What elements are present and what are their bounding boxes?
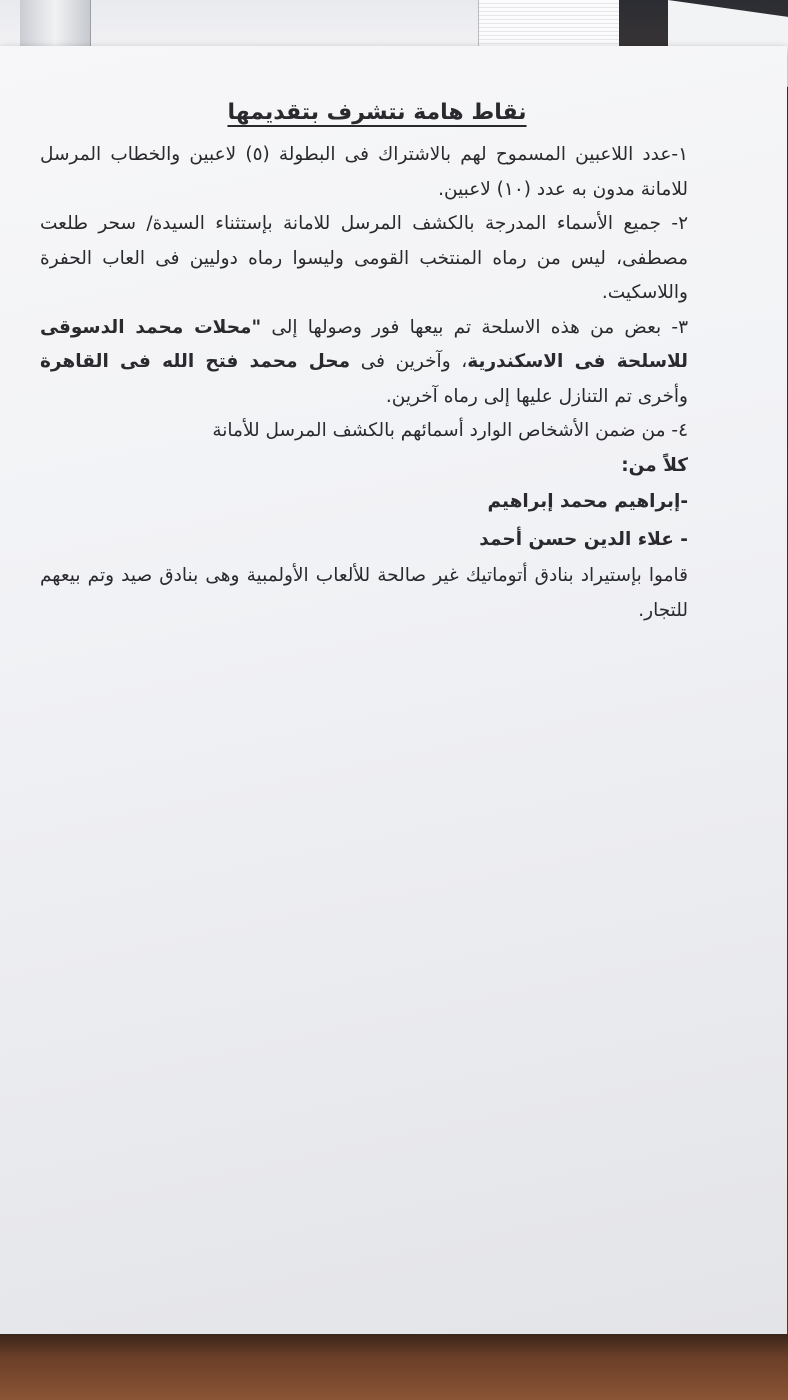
paper-stack — [478, 0, 619, 52]
person-name-2: - علاء الدين حسن أحمد — [479, 529, 688, 550]
document-content — [40, 96, 688, 628]
document-heading: نقاط هامة نتشرف بتقديمها — [227, 100, 527, 125]
point-3-shop-cairo: محل محمد فتح الله فى القاهرة — [40, 351, 351, 372]
point-2: ٢- جميع الأسماء المدرجة بالكشف المرسل للامانة بإستثناء السيدة/ سحر طلعت مصطفى، ليس من رماه المنتخب القومى وليسوا رماه دوليين فى العاب الحفرة واللاسكيت. — [40, 213, 688, 303]
closing-paragraph: قاموا بإستيراد بنادق أتوماتيك غير صالحة للألعاب الأولمبية وهى بنادق صيد وتم بيعهم للتجار. — [40, 565, 688, 621]
point-3 — [40, 311, 688, 415]
plastic-sleeve — [20, 0, 91, 48]
wooden-table — [0, 1334, 788, 1400]
point-3-shop-alexandria: "محلات محمد الدسوقى للاسلحة فى الاسكندرية — [40, 316, 688, 372]
point-3-text-b: ، وآخرين فى — [350, 351, 468, 372]
point-4-label: كلاً من: — [621, 454, 688, 476]
point-3-text-a: ٣- بعض من هذه الاسلحة تم بيعها فور وصولها إلى — [261, 316, 688, 338]
point-3-text-c: وأخرى تم التنازل عليها إلى رماه آخرين. — [385, 385, 688, 407]
person-name-1: -إبراهيم محمد إبراهيم — [487, 491, 688, 512]
point-4: ٤- من ضمن الأشخاص الوارد أسمائهم بالكشف المرسل للأمانة — [212, 420, 688, 441]
point-1: ١-عدد اللاعبين المسموح لهم بالاشتراك فى البطولة (٥) لاعبين والخطاب المرسل للامانة مدون به عدد (١٠) لاعبين. — [40, 144, 688, 200]
